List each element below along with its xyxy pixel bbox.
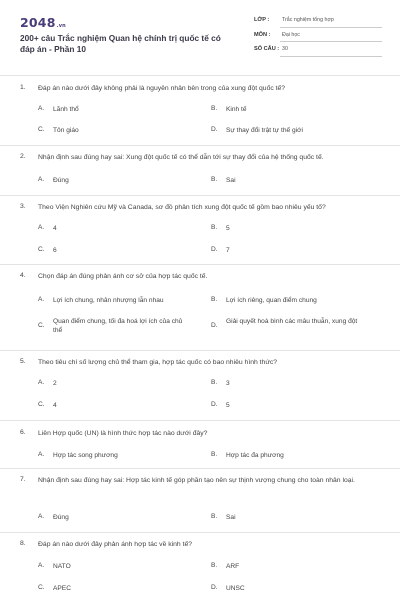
option-letter: B. — [211, 562, 218, 569]
question-text: Chọn đáp án đúng phản ánh cơ sở của hợp tác quốc tế. — [38, 273, 208, 280]
meta-subject-label: MÔN : — [254, 31, 271, 38]
option-letter: B. — [211, 105, 218, 112]
option-text: Giải quyết hoà bình các mâu thuẫn, xung đột — [226, 318, 358, 325]
option-text: Lợi ích chung, nhân nhượng lẫn nhau — [53, 297, 164, 304]
option-letter: D. — [211, 584, 218, 591]
option-text: 3 — [226, 380, 230, 387]
option-text: Tôn giáo — [53, 127, 79, 134]
option-text: Kinh tế — [226, 106, 247, 113]
option-letter: A. — [38, 513, 45, 520]
question-number: 5. — [20, 358, 26, 365]
meta-subject-value: Đại học — [282, 31, 300, 38]
option-letter: C. — [38, 322, 45, 329]
option-text: 5 — [226, 402, 230, 409]
question-text: Đáp án nào dưới đây không phải là nguyên nhân bên trong của xung đột quốc tế? — [38, 85, 286, 92]
option-letter: D. — [211, 322, 218, 329]
option-text: ARF — [226, 563, 240, 570]
question-number: 4. — [20, 272, 26, 279]
option-letter: C. — [38, 401, 45, 408]
question-text: Nhận định sau đúng hay sai: Xung đột quốc tế có thể dẫn tới sự thay đổi của hệ thống quốc tế. — [38, 154, 324, 161]
meta-class-value: Trắc nghiệm tổng hợp — [282, 17, 334, 23]
meta-class-row — [252, 14, 382, 29]
meta-class-label: LỚP : — [254, 17, 270, 23]
logo-suffix: .vn — [56, 23, 66, 29]
meta-divider — [280, 56, 382, 57]
option-letter: A. — [38, 105, 45, 112]
option-letter: A. — [38, 224, 45, 231]
question-number: 7. — [20, 476, 26, 483]
question-divider — [0, 350, 400, 351]
logo-text: 2048 — [20, 15, 56, 30]
option-text: Lợi ích riêng, quan điểm chung — [226, 297, 317, 304]
meta-count-label: SỐ CÂU : — [254, 46, 280, 52]
question-divider — [0, 532, 400, 533]
page-header — [0, 0, 400, 78]
question-divider — [0, 468, 400, 469]
option-letter: B. — [211, 224, 218, 231]
option-letter: B. — [211, 176, 218, 183]
option-letter: D. — [211, 126, 218, 133]
option-text: Hợp tác đa phương — [226, 452, 284, 459]
question-text: Theo Viện Nghiên cứu Mỹ và Canada, sơ đồ phân tích xung đột quốc tế gồm bao nhiêu yếu tố? — [38, 204, 326, 211]
option-text: Sai — [226, 514, 236, 521]
question-number: 6. — [20, 429, 26, 436]
meta-divider — [280, 41, 382, 42]
option-text: Sai — [226, 177, 236, 184]
question-text: Liên Hợp quốc (UN) là hình thức hợp tác nào dưới đây? — [38, 430, 208, 437]
document-meta — [252, 14, 382, 58]
option-letter: B. — [211, 296, 218, 303]
question-divider — [0, 145, 400, 146]
question-number: 8. — [20, 540, 26, 547]
option-letter: A. — [38, 176, 45, 183]
option-letter: B. — [211, 379, 218, 386]
question-number: 2. — [20, 153, 26, 160]
option-text: 2 — [53, 380, 57, 387]
meta-count-value: 30 — [282, 46, 288, 52]
option-text: Đúng — [53, 177, 69, 184]
option-letter: A. — [38, 296, 45, 303]
option-letter: C. — [38, 584, 45, 591]
meta-subject-row — [252, 29, 382, 44]
option-letter: C. — [38, 246, 45, 253]
option-letter: C. — [38, 126, 45, 133]
option-text: 5 — [226, 225, 230, 232]
option-text: Lãnh thổ — [53, 106, 79, 113]
option-letter: B. — [211, 451, 218, 458]
option-text: Đúng — [53, 514, 69, 521]
option-letter: A. — [38, 451, 45, 458]
option-text: Sự thay đổi trật tự thế giới — [226, 127, 303, 134]
option-text: UNSC — [226, 585, 245, 592]
option-text: NATO — [53, 563, 71, 570]
meta-divider — [280, 27, 382, 28]
question-number: 3. — [20, 203, 26, 210]
header-divider — [0, 75, 400, 76]
meta-count-row — [252, 43, 382, 58]
option-text: 4 — [53, 225, 57, 232]
option-letter: A. — [38, 379, 45, 386]
site-logo[interactable] — [20, 15, 66, 30]
document-title: 200+ câu Trắc nghiệm Quan hệ chính trị quốc tế có đáp án - Phần 10 — [20, 33, 221, 54]
option-letter: B. — [211, 513, 218, 520]
option-letter: D. — [211, 246, 218, 253]
option-text: Quan điểm chung, tối đa hoá lợi ích của chủ thể — [53, 318, 183, 334]
option-text: Hợp tác song phương — [53, 452, 118, 459]
option-letter: A. — [38, 562, 45, 569]
option-text: 4 — [53, 402, 57, 409]
option-text: APEC — [53, 585, 71, 592]
option-text: 7 — [226, 247, 230, 254]
option-text: 6 — [53, 247, 57, 254]
question-text: Theo tiêu chí số lượng chủ thể tham gia, hợp tác quốc có bao nhiêu hình thức? — [38, 359, 278, 366]
question-divider — [0, 264, 400, 265]
option-letter: D. — [211, 401, 218, 408]
question-divider — [0, 195, 400, 196]
question-text: Nhận định sau đúng hay sai: Hợp tác kinh tế góp phần tạo nên sự thịnh vượng chung cho toàn nhân loại. — [38, 477, 355, 484]
question-text: Đáp án nào dưới đây phản ánh hợp tác về kinh tế? — [38, 541, 193, 548]
question-number: 1. — [20, 84, 26, 91]
question-divider — [0, 420, 400, 421]
